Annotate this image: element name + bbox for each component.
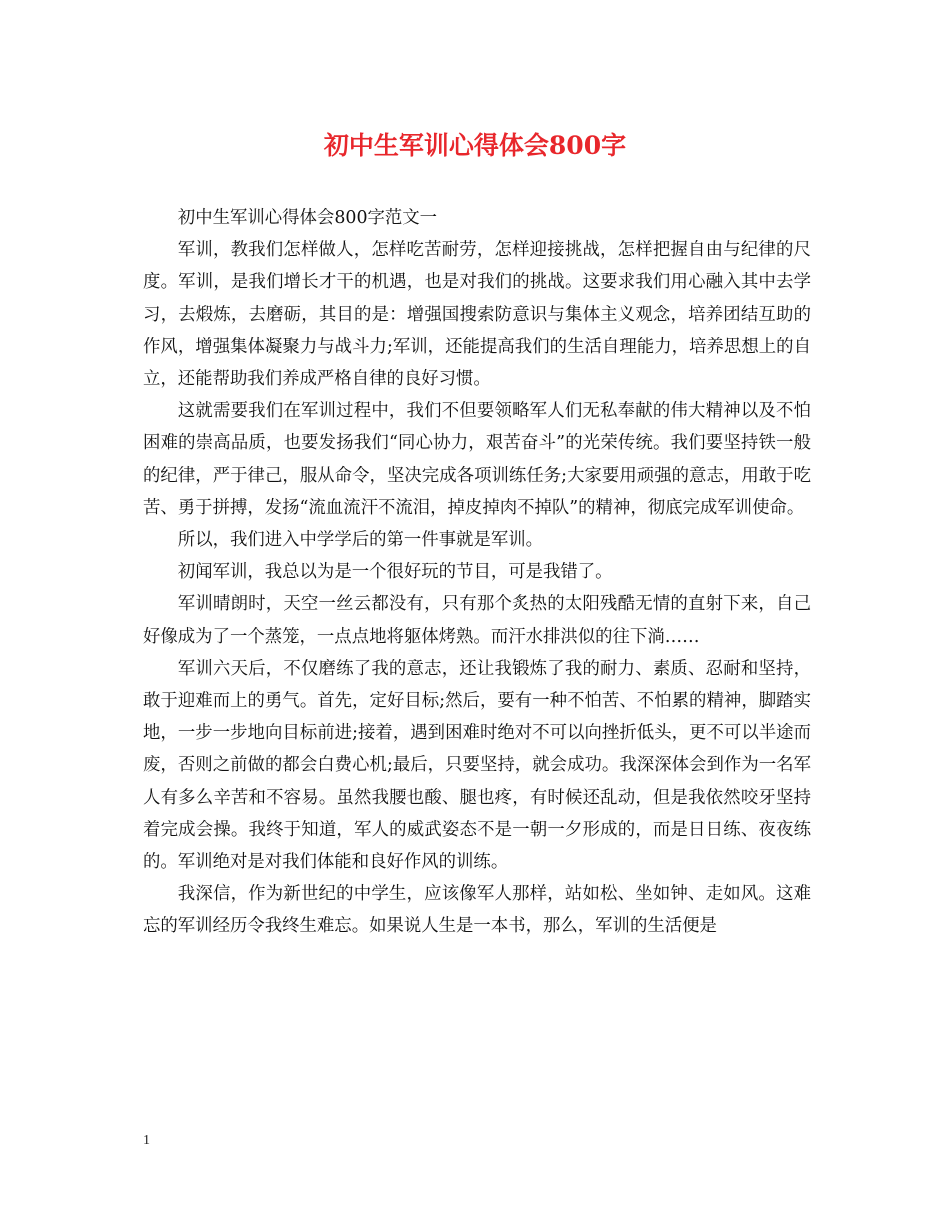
paragraph: 所以，我们进入中学学后的第一件事就是军训。 [177,530,544,551]
page-number: 1 [143,1133,150,1148]
paragraph: 初闻军训，我总以为是一个很好玩的节目，可是我错了。 [177,562,613,583]
paragraph-subtitle: 初中生军训心得体会800字范文一 [177,208,438,228]
paragraph: 军训，教我们怎样做人，怎样吃苦耐劳，怎样迎接挑战，怎样把握自由与纪律的尺度。军训，是我们增长才干的机遇，也是对我们的挑战。这要求我们用心融入其中去学习，去煅炼，去磨砺，其目的是：增强国搜索防意识与集体主义观念，培养团结互助的作风，增强集体凝聚力与战斗力;军训，还能提高我们的生活自理能力，培养思想上的自立，还能帮助我们养成严格自律的良好习惯。 [143,240,811,390]
paragraph: 军训六天后，不仅磨练了我的意志，还让我锻炼了我的耐力、素质、忍耐和坚持，敢于迎难而上的勇气。首先，定好目标;然后，要有一种不怕苦、不怕累的精神，脚踏实地，一步一步地向目标前进;接着，遇到困难时绝对不可以向挫折低头，更不可以半途而废，否则之前做的都会白费心机;最后，只要坚持，就会成功。我深深体会到作为一名军人有多么辛苦和不容易。虽然我腰也酸、腿也疼，有时候还乱动，但是我依然咬牙坚持着完成会操。我终于知道，军人的威武姿态不是一朝一夕形成的，而是日日练、夜夜练的。军训绝对是对我们体能和良好作风的训练。 [143,658,811,873]
document-body [143,202,811,943]
paragraph: 这就需要我们在军训过程中，我们不但要领略军人们无私奉献的伟大精神以及不怕困难的崇高品质，也要发扬我们“同心协力，艰苦奋斗”的光荣传统。我们要坚持铁一般的纪律，严于律己，服从命令，坚决完成各项训练任务;大家要用顽强的意志，用敢于吃苦、勇于拼搏，发扬“流血流汗不流泪，掉皮掉肉不掉队”的精神，彻底完成军训使命。 [143,401,811,518]
paragraph: 军训晴朗时，天空一丝云都没有，只有那个炙热的太阳残酷无情的直射下来，自己好像成为了一个蒸笼，一点点地将躯体烤熟。而汗水排洪似的往下淌…… [143,594,811,647]
paragraph: 我深信，作为新世纪的中学生，应该像军人那样，站如松、坐如钟、走如风。这难忘的军训经历令我终生难忘。如果说人生是一本书，那么，军训的生活便是 [143,884,811,937]
document-title: 初中生军训心得体会800字 [323,131,627,160]
